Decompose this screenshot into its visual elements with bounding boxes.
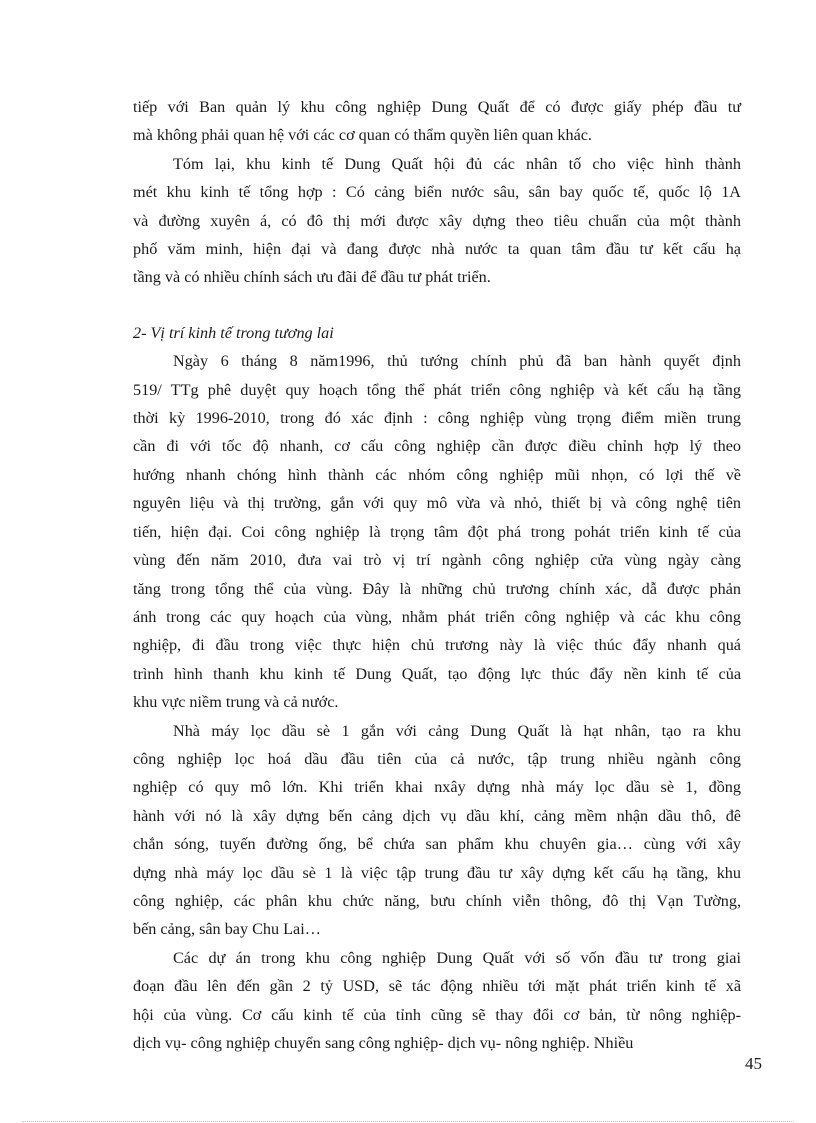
text-line: Nhà máy lọc dầu sè 1 gắn với cảng Dung Quất là hạt nhân, tạo ra khu: [173, 721, 741, 740]
text-line: chắn sóng, tuyến đường ống, bể chứa san phẩm khu chuyên gia… cùng với xây: [133, 835, 741, 854]
text-line: tiến, hiện đại. Coi công nghiệp là trọng tâm đột phá trong pohát triển kinh tế của: [133, 522, 741, 541]
text-line: trình hình thanh khu kinh tế Dung Quất, tạo động lực thúc đẩy nền kinh tế của: [133, 664, 741, 683]
text-line: hành với nó là xây dựng bến cảng dịch vụ dầu khí, cảng mềm nhận dầu thô, đê: [133, 806, 741, 825]
text-line: đoạn đầu lên đến gần 2 tỷ USD, sẽ tác động nhiều tới mặt phát triển kinh tế xã: [133, 977, 741, 996]
section-spacer: [133, 292, 741, 319]
text-line: nghiệp có quy mô lớn. Khi triển khai nxây dựng nhà máy lọc dầu sè 1, đồng: [133, 778, 741, 797]
text-line: hội của vùng. Cơ cấu kinh tế của tỉnh cũng sẽ thay đổi cơ bản, từ nông nghiệp-: [133, 1005, 741, 1024]
text-line: mà không phải quan hệ với các cơ quan có thẩm quyền liên quan khác.: [133, 126, 592, 145]
paragraph-3: [133, 347, 741, 716]
text-line: nghiệp, đi đầu trong việc thực hiện chủ trương này là việc thúc đẩy nhanh quá: [133, 636, 741, 655]
text-line: Tóm lại, khu kinh tế Dung Quất hội đủ các nhân tố cho việc hình thành: [173, 154, 741, 173]
text-line: công nghiệp, các phân khu chức năng, bưu chính viễn thông, đô thị Vạn Tường,: [133, 891, 741, 910]
page-number: 45: [745, 1054, 762, 1073]
text-line: phố văm minh, hiện đại và đang được nhà nước ta quan tâm đầu tư kết cấu hạ: [133, 240, 741, 259]
section-heading: 2- Vị trí kinh tế trong tương lai: [133, 323, 334, 342]
text-line: bến cảng, sân bay Chu Lai…: [133, 920, 321, 939]
text-line: công nghiệp lọc hoá dầu đầu tiên của cả nước, tập trung nhiều ngành công: [133, 749, 741, 768]
paragraph-4: [133, 717, 741, 944]
text-line: vùng đến năm 2010, đưa vai trò vị trí ngành công nghiệp cửa vùng ngày càng: [133, 551, 741, 570]
page-bottom-divider: [22, 1121, 794, 1122]
paragraph-1: [133, 93, 741, 150]
text-line: tầng và có nhiều chính sách ưu đãi để đầu tư phát triển.: [133, 268, 491, 287]
text-line: tiếp với Ban quản lý khu công nghiệp Dung Quất để có được giấy phép đầu tư: [133, 98, 741, 116]
text-line: mét khu kinh tế tổng hợp : Có cảng biển nước sâu, sân bay quốc tế, quốc lộ 1A: [133, 183, 741, 202]
document-body: [133, 93, 741, 1057]
text-line: khu vực niềm trung và cả nước.: [133, 693, 339, 712]
text-line: thời kỳ 1996-2010, trong đó xác định : công nghiệp vùng trọng điểm miền trung: [133, 409, 741, 428]
text-line: 519/ TTg phê duyệt quy hoạch tổng thể phát triển công nghiệp và kết cấu hạ tầng: [133, 380, 741, 399]
text-line: và đường xuyên á, có đô thị mới được xây dựng theo tiêu chuẩn của một thành: [133, 211, 741, 230]
text-line: Ngày 6 tháng 8 năm1996, thủ tướng chính phủ đã ban hành quyết định: [173, 352, 741, 371]
paragraph-2: [133, 150, 741, 292]
text-line: dựng nhà máy lọc dầu sè 1 là việc tập trung đầu tư xây dựng kết cấu hạ tầng, khu: [133, 863, 741, 882]
text-line: ánh trong các quy hoạch của vùng, nhằm phát triển công nghiệp và các khu công: [133, 607, 741, 626]
text-line: dịch vụ- công nghiệp chuyển sang công nghiệp- dịch vụ- nông nghiệp. Nhiều: [133, 1034, 634, 1052]
text-line: Các dự án trong khu công nghiệp Dung Quất với số vốn đầu tư trong giai: [173, 948, 741, 967]
text-line: cần đi với tốc độ nhanh, cơ cấu công nghiệp cần được điều chỉnh hợp lý theo: [133, 437, 741, 456]
text-line: hướng nhanh chóng hình thành các nhóm công nghiệp mũi nhọn, có lợi thế về: [133, 465, 741, 484]
paragraph-5: [133, 944, 741, 1058]
text-line: tăng trong tổng thể của vùng. Đây là những chủ trương chính xác, dẫ được phản: [133, 579, 741, 598]
text-line: nguyên liệu và thị trường, gắn với quy mô vừa và nhỏ, thiết bị và công nghệ tiên: [133, 494, 741, 513]
